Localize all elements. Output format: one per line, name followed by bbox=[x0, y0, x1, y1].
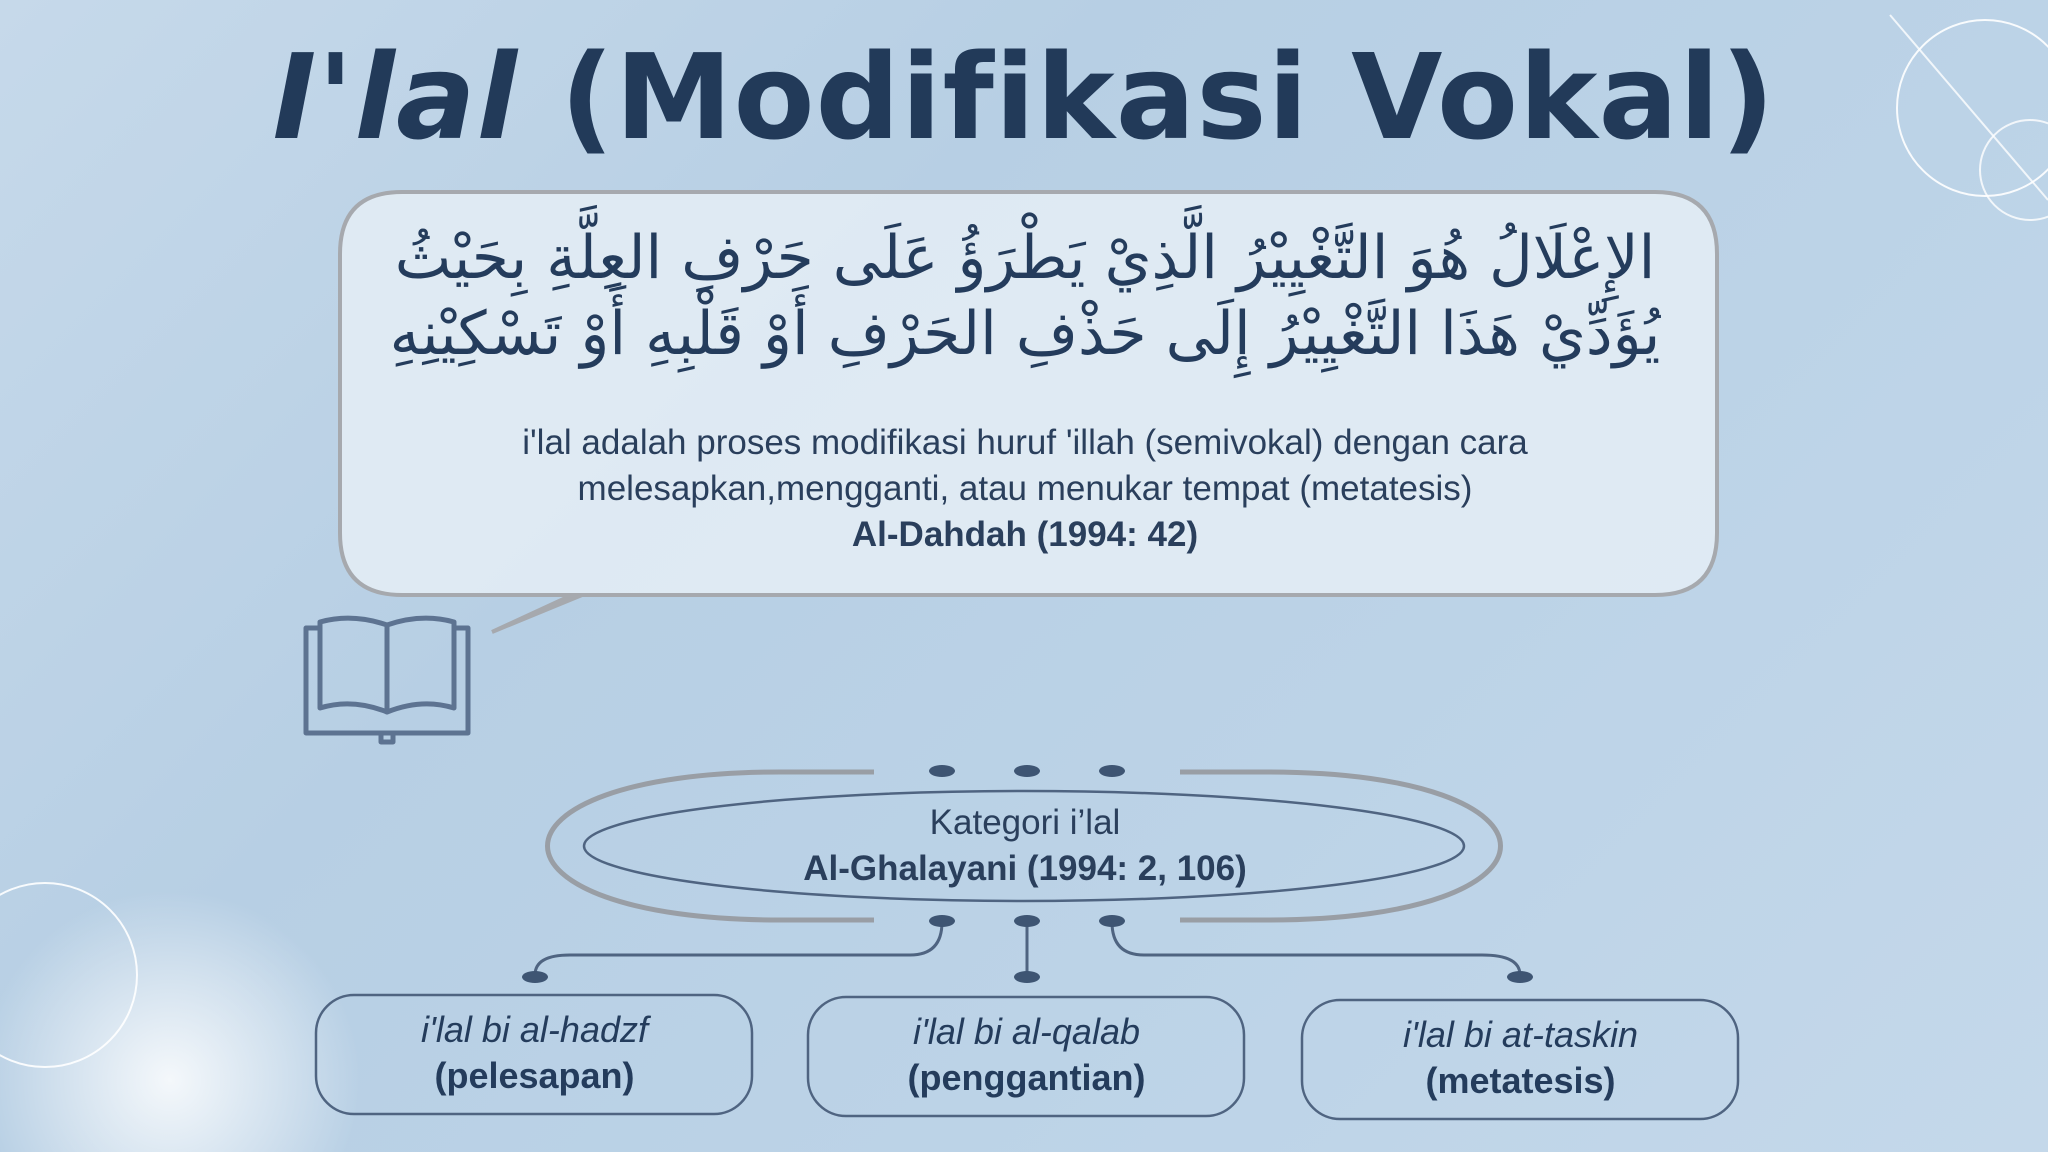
translation-line-1: i'lal adalah proses modifikasi huruf 'illah (semivokal) dengan cara bbox=[522, 423, 1528, 462]
branch-name: i'lal bi al-hadzf bbox=[421, 1009, 648, 1050]
definition-translation bbox=[370, 420, 1680, 558]
category-title: Kategori i’lal bbox=[929, 803, 1121, 842]
branch-desc: (metatesis) bbox=[1425, 1060, 1616, 1101]
branch-box-taskin bbox=[1304, 1002, 1737, 1118]
translation-line-2: melesapkan,mengganti, atau menukar tempat (metatesis) bbox=[577, 469, 1473, 508]
arabic-line-1: الإِعْلَالُ هُوَ التَّغْيِيْرُ الَّذِيْ يَطْرَؤُ عَلَى حَرْفِ العِلَّةِ بِحَيْثُ bbox=[394, 223, 1656, 293]
branch-box-qalab bbox=[810, 999, 1243, 1115]
branch-box-hadzf bbox=[318, 997, 751, 1113]
branch-name: i'lal bi at-taskin bbox=[1403, 1014, 1638, 1055]
open-book-icon bbox=[306, 618, 468, 742]
arabic-line-2: يُؤَدِّيْ هَذَا التَّغْيِيْرُ إِلَى حَذْفِ الحَرْفِ أَوْ قَلْبِهِ أَوْ تَسْكِيْنِهِ bbox=[389, 299, 1661, 369]
branch-desc: (penggantian) bbox=[907, 1057, 1146, 1098]
branch-name: i'lal bi al-qalab bbox=[912, 1011, 1140, 1052]
title-italic-part: I'lal bbox=[272, 28, 519, 166]
category-source: Al-Ghalayani (1994: 2, 106) bbox=[803, 849, 1247, 888]
connector-dots-top bbox=[929, 765, 1125, 777]
arabic-definition bbox=[370, 220, 1680, 372]
title-rest: (Modifikasi Vokal) bbox=[560, 28, 1776, 166]
connector-lines bbox=[535, 922, 1520, 975]
definition-source: Al-Dahdah (1994: 42) bbox=[851, 515, 1199, 554]
category-label bbox=[620, 800, 1430, 892]
branch-desc: (pelesapan) bbox=[434, 1055, 635, 1096]
